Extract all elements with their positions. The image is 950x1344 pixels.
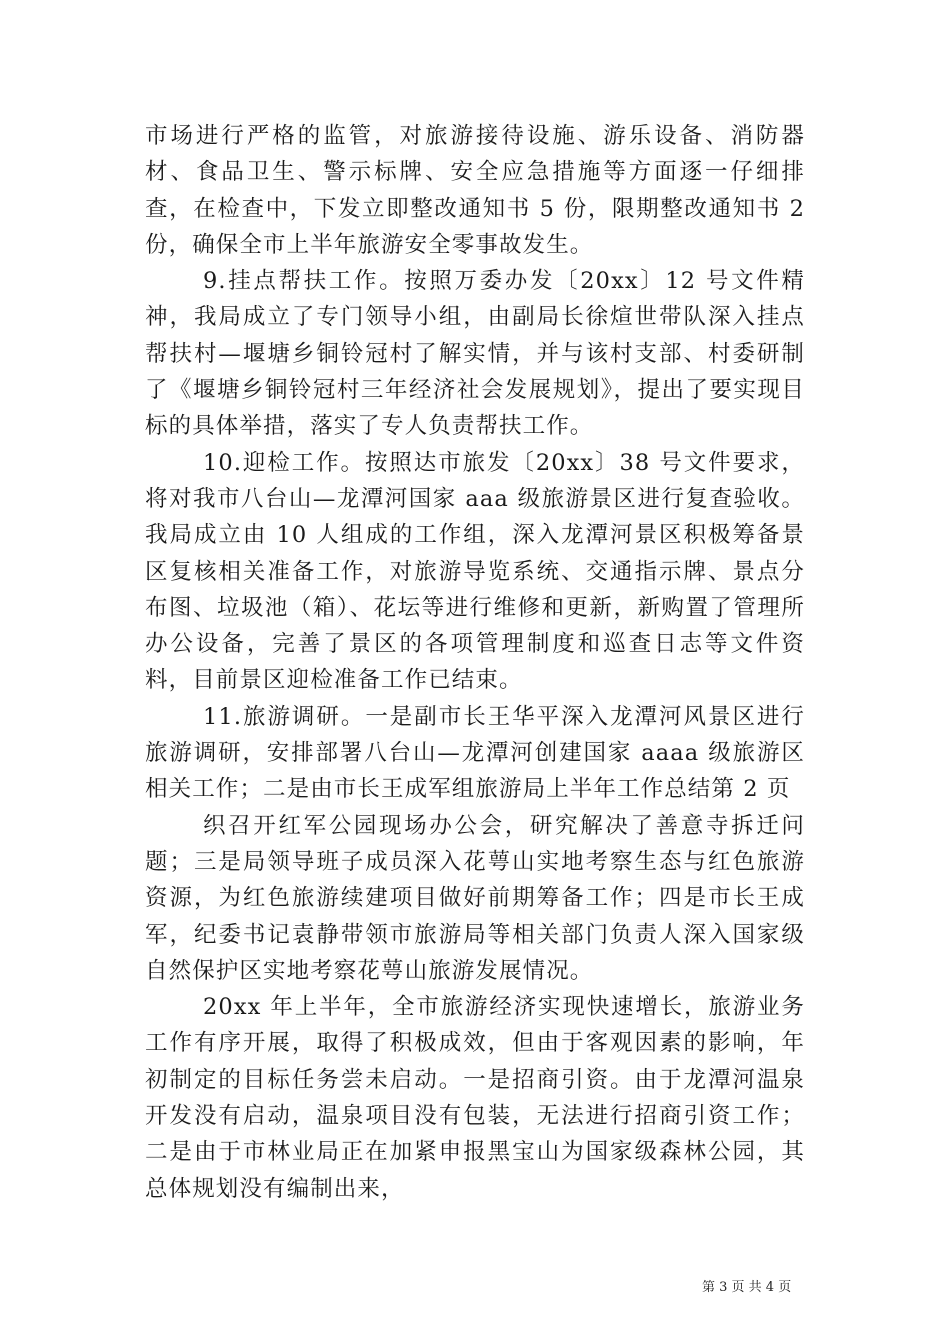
- page-footer: 第 3 页 共 4 页: [702, 1280, 792, 1295]
- paragraph-4: 11.旅游调研。一是副市长王华平深入龙潭河风景区进行旅游调研，安排部署八台山—龙潭河创建国家 aaaa 级旅游区相关工作；二是由市长王成军组旅游局上半年工作总结第 2 页: [145, 703, 805, 803]
- paragraph-1: 市场进行严格的监管，对旅游接待设施、游乐设备、消防器材、食品卫生、警示标牌、安全应急措施等方面逐一仔细排查，在检查中，下发立即整改通知书 5 份，限期整改通知书 2 份，确保全市上半年旅游安全零事故发生。: [145, 123, 805, 258]
- paragraph-2: 9.挂点帮扶工作。按照万委办发〔20xx〕12 号文件精神，我局成立了专门领导小组，由副局长徐煊世带队深入挂点帮扶村—堰塘乡铜铃冠村了解实情，并与该村支部、村委研制了《堰塘乡铜铃冠村三年经济社会发展规划》，提出了要实现目标的具体举措，落实了专人负责帮扶工作。: [145, 268, 805, 440]
- document-body: [145, 118, 805, 1207]
- paragraph-5: 织召开红军公园现场办公会，研究解决了善意寺拆迁问题；三是局领导班子成员深入花萼山实地考察生态与红色旅游资源，为红色旅游续建项目做好前期筹备工作；四是市长王成军，纪委书记袁静带领市旅游局等相关部门负责人深入国家级自然保护区实地考察花萼山旅游发展情况。: [145, 812, 805, 984]
- paragraph-3: 10.迎检工作。按照达市旅发〔20xx〕38 号文件要求，将对我市八台山—龙潭河国家 aaa 级旅游景区进行复查验收。我局成立由 10 人组成的工作组，深入龙潭河景区积极筹备景区复核相关准备工作，对旅游导览系统、交通指示牌、景点分布图、垃圾池（箱）、花坛等进行维修和更新，新购置了管理所办公设备，完善了景区的各项管理制度和巡查日志等文件资料，目前景区迎检准备工作已结束。: [145, 449, 805, 694]
- paragraph-6: 20xx 年上半年，全市旅游经济实现快速增长，旅游业务工作有序开展，取得了积极成效，但由于客观因素的影响，年初制定的目标任务尝未启动。一是招商引资。由于龙潭河温泉开发没有启动，温泉项目没有包装，无法进行招商引资工作；二是由于市林业局正在加紧申报黑宝山为国家级森林公园，其总体规划没有编制出来，: [145, 994, 805, 1202]
